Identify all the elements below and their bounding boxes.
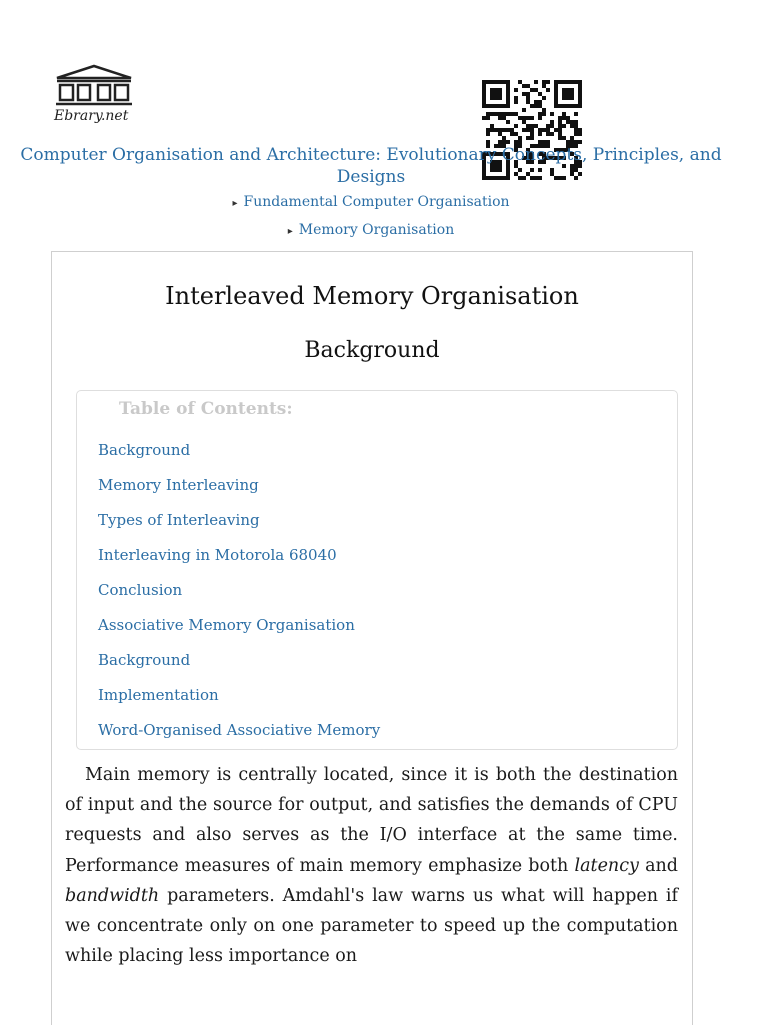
toc-item-background[interactable]: Background bbox=[98, 441, 191, 459]
table-of-contents bbox=[76, 390, 678, 750]
toc-item-conclusion[interactable]: Conclusion bbox=[98, 581, 183, 599]
breadcrumb-label: Memory Organisation bbox=[298, 222, 455, 238]
toc-item-background-2[interactable]: Background bbox=[98, 651, 191, 669]
toc-item-implementation[interactable]: Implementation bbox=[98, 686, 219, 704]
caret-right-icon: ▸ bbox=[232, 198, 238, 209]
emphasis-bandwidth: bandwidth bbox=[65, 885, 160, 906]
breadcrumb-label: Fundamental Computer Organisation bbox=[243, 194, 510, 210]
library-building-icon bbox=[54, 64, 134, 108]
page-header bbox=[0, 144, 742, 242]
toc-item-types-of-interleaving[interactable]: Types of Interleaving bbox=[98, 511, 260, 529]
breadcrumb-memory-organisation[interactable] bbox=[0, 220, 742, 242]
article-title: Interleaved Memory Organisation bbox=[165, 282, 579, 310]
caret-right-icon: ▸ bbox=[287, 226, 293, 237]
emphasis-latency: latency bbox=[574, 855, 639, 876]
body-paragraph bbox=[65, 760, 678, 971]
site-logo[interactable] bbox=[54, 64, 134, 130]
toc-item-associative-memory[interactable]: Associative Memory Organisation bbox=[98, 616, 355, 634]
toc-item-motorola-68040[interactable]: Interleaving in Motorola 68040 bbox=[98, 546, 337, 564]
toc-item-memory-interleaving[interactable]: Memory Interleaving bbox=[98, 476, 259, 494]
logo-text: Ebrary.net bbox=[54, 108, 129, 124]
toc-item-word-organised[interactable]: Word-Organised Associative Memory bbox=[98, 721, 381, 739]
text-run: and bbox=[638, 855, 678, 876]
toc-list bbox=[98, 439, 380, 754]
toc-title: Table of Contents: bbox=[119, 399, 293, 419]
text-run: Main memory is centrally located, since it is both the destination of input and the source for output, and satisfies the demands of CPU requests and also serves as the I/O interface at the same time. Performance measures of main memory emphasize both bbox=[65, 765, 678, 876]
section-heading: Background bbox=[304, 338, 440, 363]
text-run: parameters. Amdahl's law warns us what will happen if we concentrate only on one parameter to speed up the computation while placing less importance on bbox=[65, 885, 678, 967]
book-title-link[interactable]: Computer Organisation and Architecture: Evolutionary Concepts, Principles, and Designs bbox=[20, 145, 722, 187]
breadcrumb-fundamental[interactable] bbox=[0, 192, 742, 214]
